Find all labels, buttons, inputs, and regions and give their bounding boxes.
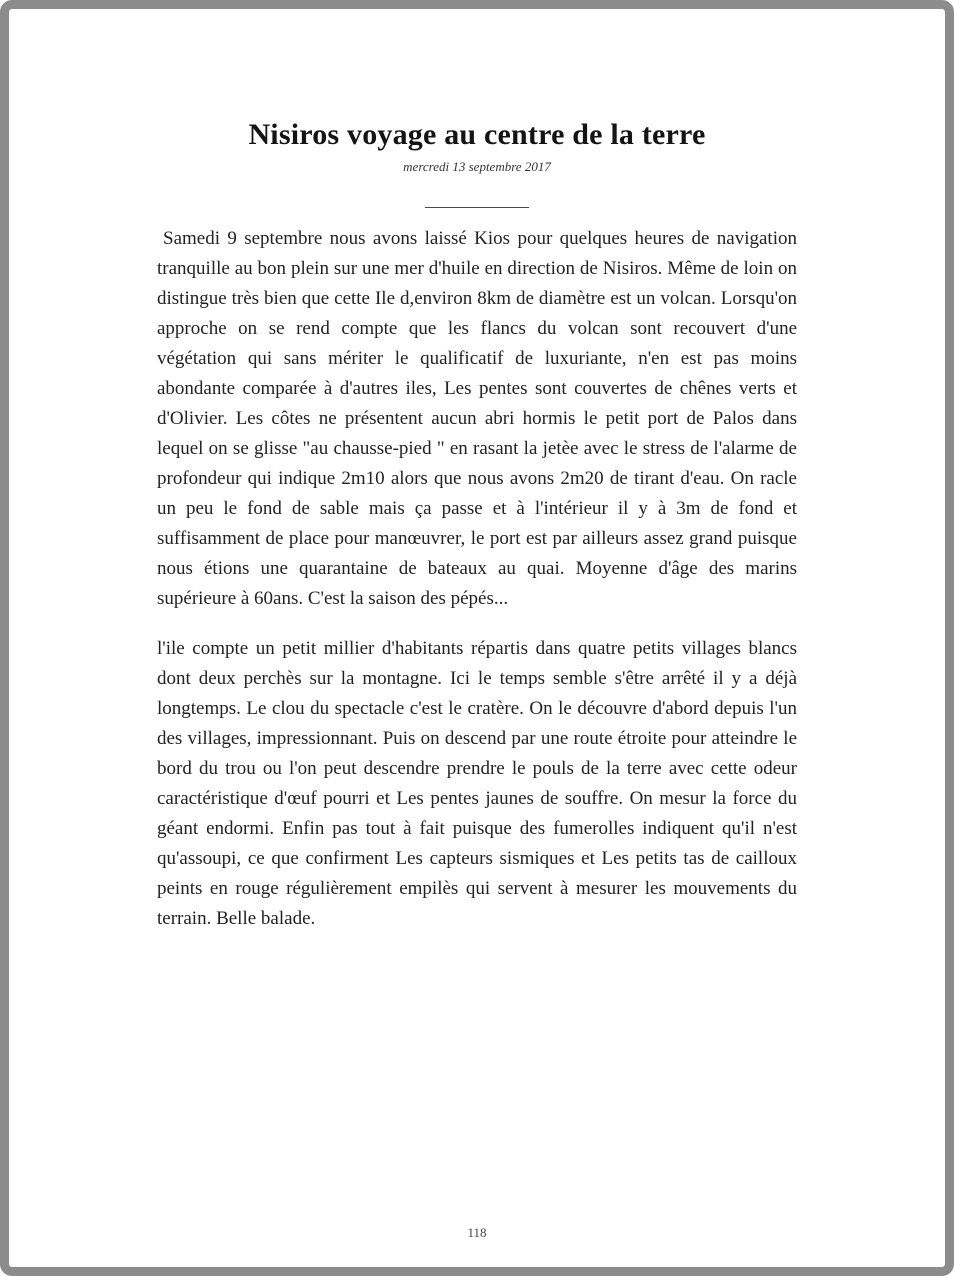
paragraph: Samedi 9 septembre nous avons laissé Kios pour quelques heures de navigation tranquille au bon plein sur une mer d'huile en direction de Nisiros. Même de loin on distingue très bien que cette Ile d,environ 8km de diamètre est un volcan. Lorsqu'on approche on se rend compte que les flancs du volcan sont recouvert d'une végétation qui sans mériter le qualificatif de luxuriante, n'en est pas moins abondante comparée à d'autres iles, Les pentes sont couvertes de chênes verts et d'Olivier. Les côtes ne présentent aucun abri hormis le petit port de Palos dans lequel on se glisse "au chausse-pied " en rasant la jetèe avec le stress de l'alarme de profondeur qui indique 2m10 alors que nous avons 2m20 de tirant d'eau. On racle un peu le fond de sable mais ça passe et à l'intérieur il y à 3m de fond et suffisamment de place pour manœuvrer, le port est par ailleurs assez grand puisque nous étions une quarantaine de bateaux au quai. Moyenne d'âge des marins supérieure à 60ans. C'est la saison des pépés...	[157, 228, 797, 609]
document-body	[157, 224, 797, 934]
post-date: mercredi 13 septembre 2017	[403, 159, 551, 174]
page-title: Nisiros voyage au centre de la terre	[248, 118, 706, 151]
paragraph: l'ile compte un petit millier d'habitants répartis dans quatre petits villages blancs dont deux perchès sur la montagne. Ici le temps semble s'être arrêté il y a déjà longtemps. Le clou du spectacle c'est le cratère. On le découvre d'abord depuis l'un des villages, impressionnant. Puis on descend par une route étroite pour atteindre le bord du trou ou l'on peut descendre prendre le pouls de la terre avec cette odeur caractéristique d'œuf pourri et Les pentes jaunes de souffre. On mesur la force du géant endormi. Enfin pas tout à fait puisque des fumerolles indiquent qu'il n'est qu'assoupi, ce que confirment Les capteurs sismiques et Les petits tas de cailloux peints en rouge régulièrement empilès qui servent à mesurer les mouvements du terrain. Belle balade.	[157, 638, 797, 929]
separator-line	[425, 207, 529, 208]
document-header	[9, 9, 945, 175]
page-number: 118	[467, 1225, 487, 1240]
